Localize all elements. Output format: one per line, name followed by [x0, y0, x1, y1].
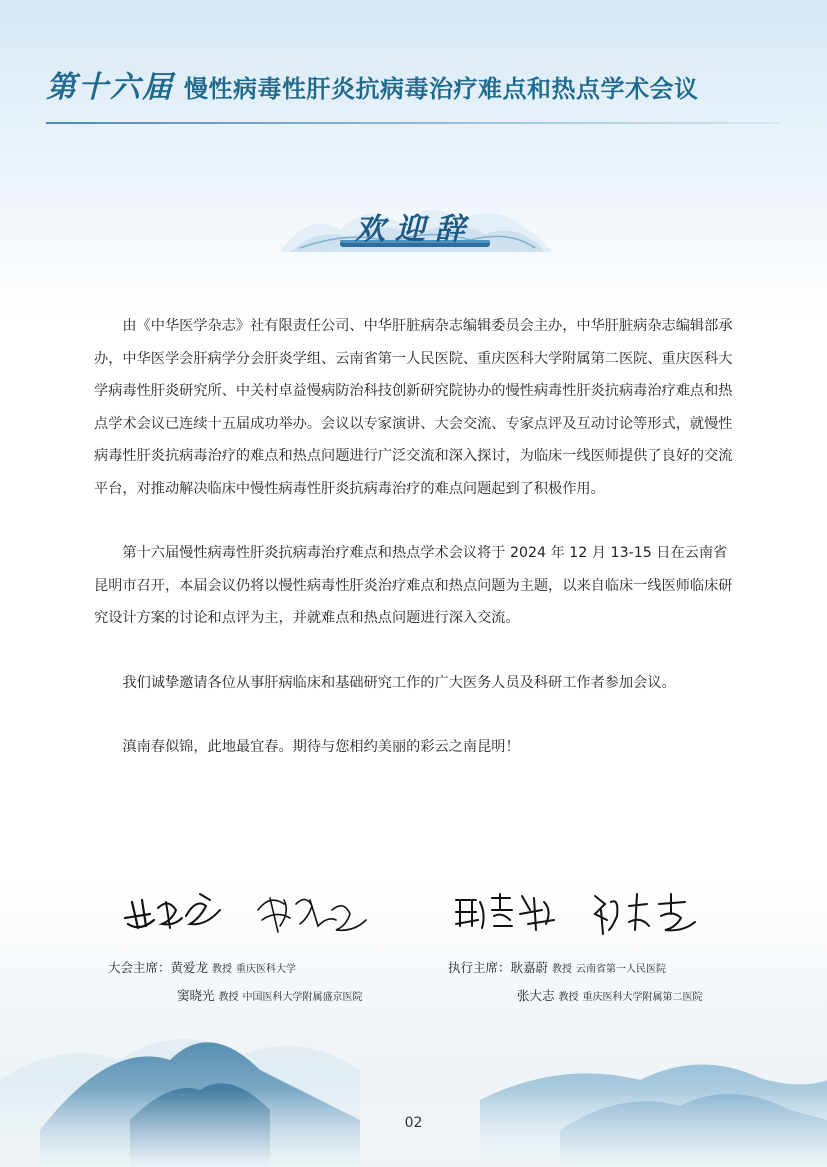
main-chair-label: 大会主席：: [108, 960, 171, 975]
signature-dou-xiaoguang: [250, 880, 370, 940]
page-number: 02: [404, 1115, 423, 1131]
paragraph-invitation: 我们诚挚邀请各位从事肝病临床和基础研究工作的广大医务人员及科研工作者参加会议。: [122, 674, 676, 691]
signature-huang-ailong: [120, 880, 225, 940]
header-conference-name: 慢性病毒性肝炎抗病毒治疗难点和热点学术会议: [184, 75, 699, 103]
chair-title: 教授: [212, 964, 233, 975]
chair-title: 教授: [552, 964, 573, 975]
signature-geng-jiawei: [450, 880, 560, 940]
paragraph-organizers: 由《中华医学杂志》社有限责任公司、中华肝脏病杂志编辑委员会主办，中华肝脏病杂志编辑部承办，中华医学会肝病学分会肝炎学组、云南省第一人民医院、重庆医科大学附属第二医院、重庆医科大学病毒性肝炎研究所、中关村卓益慢病防治科技创新研究院协办的慢性病毒性肝炎抗病毒治疗难点和热点学术会议已连续十五届成功举办。会议以专家演讲、大会交流、专家点评及互动讨论等形式，就慢性病毒性肝炎抗病毒治疗的难点和热点问题进行广泛交流和深入探讨，为临床一线医师提供了良好的交流平台，对推动解决临床中慢性病毒性肝炎抗病毒治疗的难点问题起到了积极作用。: [94, 318, 733, 497]
chair-name: 黄爱龙: [170, 960, 209, 975]
welcome-heading: [270, 190, 560, 270]
exec-chair-label: 执行主席：: [448, 960, 511, 975]
signatures: [110, 880, 750, 940]
main-chair-1: [108, 958, 296, 976]
conference-header: [46, 62, 746, 105]
header-divider: [46, 122, 781, 124]
signature-zhang-dazhi: [585, 880, 700, 940]
header-edition: 第十六届: [46, 70, 174, 105]
chair-affiliation: 云南省第一人民医院: [576, 964, 666, 975]
chair-title: 教授: [558, 992, 579, 1003]
chair-name: 窦晓光: [177, 988, 215, 1003]
exec-chair-2: [517, 986, 702, 1004]
chair-name: 张大志: [517, 988, 555, 1003]
paragraph-schedule: 第十六届慢性病毒性肝炎抗病毒治疗难点和热点学术会议将于 2024 年 12 月 13-15 日在云南省昆明市召开，本届会议仍将以慢性病毒性肝炎治疗难点和热点问题为主题，以来自临床一线医师临床研究设计方案的讨论和点评为主，并就难点和热点问题进行深入交流。: [94, 545, 733, 626]
chairs-section: [0, 958, 827, 1018]
welcome-title: 欢迎辞: [355, 212, 475, 247]
paragraph-closing: 滇南春似锦，此地最宜春。期待与您相约美丽的彩云之南昆明！: [122, 739, 520, 755]
welcome-body: [94, 310, 734, 764]
chair-name: 耿嘉蔚: [510, 960, 549, 975]
chair-title: 教授: [218, 992, 239, 1003]
chair-affiliation: 中国医科大学附属盛京医院: [242, 992, 363, 1003]
exec-chair-1: [448, 958, 666, 976]
chair-affiliation: 重庆医科大学: [236, 964, 296, 975]
chair-affiliation: 重庆医科大学附属第二医院: [582, 992, 703, 1003]
main-chair-2: [177, 986, 362, 1004]
